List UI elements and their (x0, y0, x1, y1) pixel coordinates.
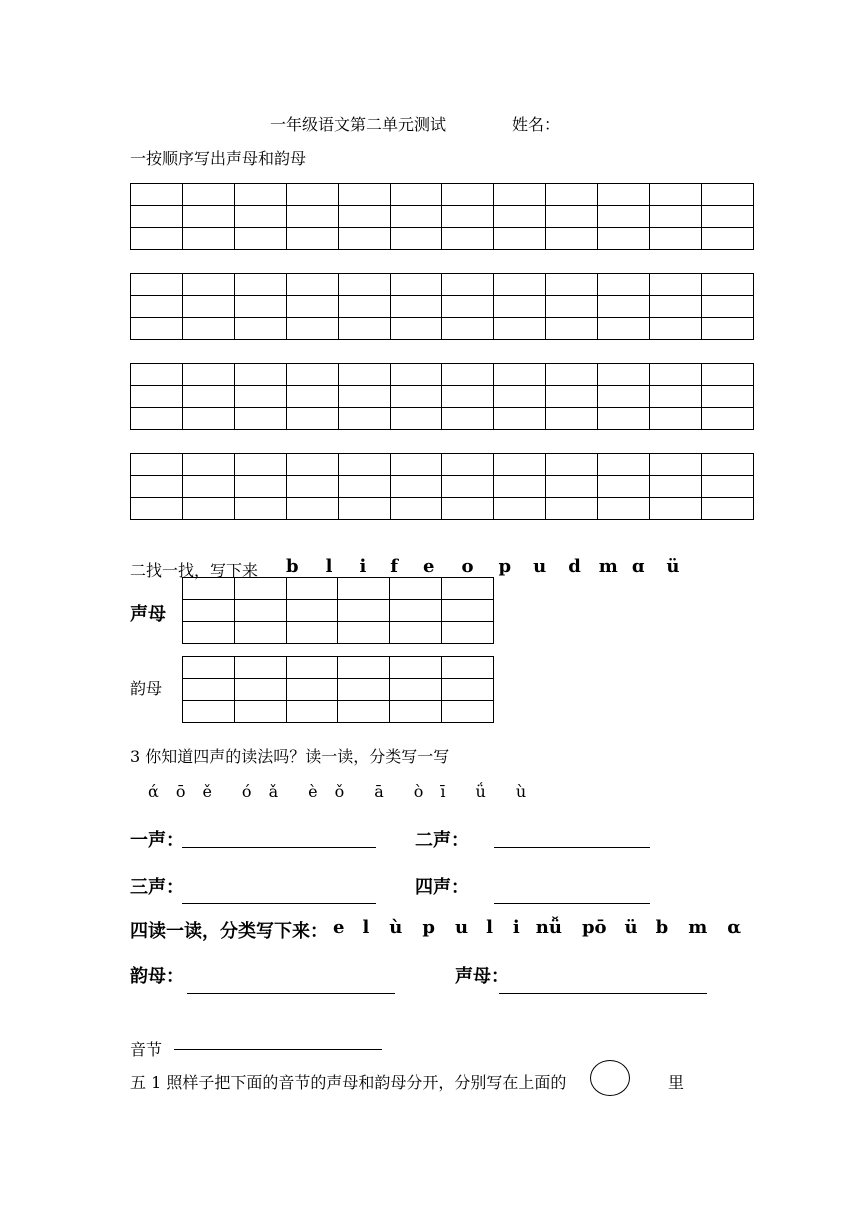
grid-cell[interactable] (131, 318, 183, 340)
grid-cell[interactable] (234, 228, 286, 250)
letter-item: nǚ (535, 917, 562, 938)
grid-cell[interactable] (131, 454, 183, 476)
grid-cell[interactable] (546, 296, 598, 318)
section2-title: 二找一找，写下来 (130, 561, 259, 580)
grid-cell[interactable] (131, 476, 183, 498)
grid-row (131, 206, 754, 228)
grid-cell[interactable] (494, 408, 546, 430)
grid-cell[interactable] (390, 364, 442, 386)
grid-cell[interactable] (183, 578, 235, 600)
grid-cell[interactable] (442, 206, 494, 228)
shengmu-label: 声母 (130, 604, 166, 625)
tone4-answer-line[interactable] (494, 903, 650, 904)
grid-cell[interactable] (494, 228, 546, 250)
tone-letter: ā (374, 782, 384, 801)
grid-cell[interactable] (286, 701, 338, 723)
grid-cell[interactable] (442, 364, 494, 386)
grid-cell[interactable] (442, 184, 494, 206)
grid-cell[interactable] (494, 386, 546, 408)
grid-cell[interactable] (182, 228, 234, 250)
grid-cell[interactable] (546, 318, 598, 340)
grid-cell[interactable] (494, 476, 546, 498)
grid-cell[interactable] (390, 679, 442, 701)
grid-cell[interactable] (182, 454, 234, 476)
grid-cell[interactable] (650, 364, 702, 386)
grid-cell[interactable] (701, 498, 753, 520)
grid-cell[interactable] (286, 228, 338, 250)
letter-item: α (727, 917, 742, 938)
page-title: 一年级语文第二单元测试 (270, 115, 447, 134)
grid-cell[interactable] (390, 408, 442, 430)
grid-cell[interactable] (598, 184, 650, 206)
letter-item: l (486, 917, 493, 938)
grid-cell[interactable] (182, 184, 234, 206)
grid-cell[interactable] (338, 701, 390, 723)
grid-cell[interactable] (338, 274, 390, 296)
tone-letters (148, 782, 526, 801)
grid-cell[interactable] (390, 701, 442, 723)
grid-cell[interactable] (546, 228, 598, 250)
grid-cell[interactable] (442, 657, 494, 679)
grid-cell[interactable] (442, 408, 494, 430)
grid-cell[interactable] (286, 498, 338, 520)
grid-cell[interactable] (701, 318, 753, 340)
letter-item: pō (581, 917, 607, 938)
letter-item: m (598, 556, 618, 577)
tone-letter: ǒ (334, 782, 345, 801)
grid-cell[interactable] (598, 498, 650, 520)
grid-cell[interactable] (286, 600, 338, 622)
tone-letter: ǘ (475, 782, 486, 801)
grid-cell[interactable] (286, 274, 338, 296)
grid-row (131, 498, 754, 520)
grid-cell[interactable] (546, 206, 598, 228)
section4-title: 四读一读，分类写下来： (130, 921, 328, 942)
grid-cell[interactable] (442, 274, 494, 296)
grid-cell[interactable] (598, 408, 650, 430)
section4-shengmu-label: 声母： (455, 966, 509, 987)
grid-cell[interactable] (234, 318, 286, 340)
grid-cell[interactable] (701, 476, 753, 498)
letter-item: i (512, 917, 520, 938)
grid-row (131, 296, 754, 318)
letter-item: b (286, 556, 299, 577)
grid-cell[interactable] (338, 184, 390, 206)
letter-item: e (333, 917, 345, 938)
grid-cell[interactable] (390, 657, 442, 679)
grid-cell[interactable] (650, 386, 702, 408)
grid-row (131, 476, 754, 498)
grid-cell[interactable] (701, 296, 753, 318)
shengmu-grid[interactable] (182, 577, 494, 644)
grid-cell[interactable] (338, 679, 390, 701)
grid-cell[interactable] (234, 622, 286, 644)
tone2-label: 二声： (415, 830, 469, 851)
grid-row (131, 408, 754, 430)
grid-cell[interactable] (182, 386, 234, 408)
tone2-answer-line[interactable] (494, 847, 650, 848)
grid-cell[interactable] (494, 206, 546, 228)
grid-cell[interactable] (442, 679, 494, 701)
grid-cell[interactable] (286, 578, 338, 600)
grid-cell[interactable] (390, 318, 442, 340)
grid-row (131, 318, 754, 340)
grid-cell[interactable] (182, 296, 234, 318)
grid-cell[interactable] (442, 498, 494, 520)
grid-cell[interactable] (701, 408, 753, 430)
grid-cell[interactable] (131, 228, 183, 250)
grid-cell[interactable] (182, 274, 234, 296)
grid-cell[interactable] (182, 206, 234, 228)
grid-cell[interactable] (286, 364, 338, 386)
section1-title: 一按顺序写出声母和韵母 (130, 149, 307, 168)
grid-cell[interactable] (701, 184, 753, 206)
grid-cell[interactable] (390, 274, 442, 296)
grid-cell[interactable] (234, 701, 286, 723)
grid-cell[interactable] (338, 600, 390, 622)
grid-cell[interactable] (131, 274, 183, 296)
grid-cell[interactable] (598, 274, 650, 296)
name-label: 姓名： (512, 115, 561, 134)
grid-cell[interactable] (234, 408, 286, 430)
grid-cell[interactable] (650, 498, 702, 520)
grid-cell[interactable] (442, 622, 494, 644)
writing-grid-2[interactable] (130, 273, 754, 340)
grid-cell[interactable] (182, 364, 234, 386)
grid-cell[interactable] (390, 454, 442, 476)
grid-cell[interactable] (390, 622, 442, 644)
yinjie-answer-line[interactable] (174, 1049, 382, 1050)
tone1-answer-line[interactable] (182, 847, 376, 848)
grid-cell[interactable] (442, 454, 494, 476)
grid-cell[interactable] (131, 206, 183, 228)
letter-item: b (655, 917, 669, 938)
grid-cell[interactable] (234, 476, 286, 498)
section3-title: 3 你知道四声的读法吗？读一读，分类写一写 (130, 747, 450, 766)
grid-row (183, 679, 494, 701)
grid-cell[interactable] (338, 454, 390, 476)
grid-cell[interactable] (234, 454, 286, 476)
letter-item: d (568, 556, 581, 577)
grid-cell[interactable] (286, 386, 338, 408)
shengmu-answer-line[interactable] (499, 993, 707, 994)
grid-row (183, 701, 494, 723)
grid-cell[interactable] (442, 476, 494, 498)
grid-row (183, 657, 494, 679)
letter-item: ü (666, 556, 680, 577)
grid-cell[interactable] (390, 600, 442, 622)
letter-item: ù (389, 917, 403, 938)
grid-cell[interactable] (701, 386, 753, 408)
letter-item: u (533, 556, 547, 577)
grid-cell[interactable] (650, 296, 702, 318)
grid-cell[interactable] (494, 454, 546, 476)
answer-circle[interactable] (590, 1060, 630, 1096)
tone3-answer-line[interactable] (182, 903, 376, 904)
grid-cell[interactable] (234, 578, 286, 600)
tone-letter: ά (148, 782, 159, 801)
grid-cell[interactable] (183, 657, 235, 679)
grid-row (131, 228, 754, 250)
grid-cell[interactable] (598, 364, 650, 386)
grid-cell[interactable] (546, 498, 598, 520)
section5-suffix: 里 (668, 1073, 685, 1092)
letter-item: l (325, 556, 333, 577)
grid-cell[interactable] (442, 296, 494, 318)
grid-cell[interactable] (390, 206, 442, 228)
grid-cell[interactable] (546, 476, 598, 498)
letter-item: ü (624, 917, 638, 938)
grid-cell[interactable] (598, 454, 650, 476)
grid-cell[interactable] (286, 206, 338, 228)
grid-cell[interactable] (131, 364, 183, 386)
grid-cell[interactable] (650, 318, 702, 340)
grid-cell[interactable] (442, 600, 494, 622)
grid-cell[interactable] (286, 454, 338, 476)
grid-cell[interactable] (650, 454, 702, 476)
grid-cell[interactable] (494, 296, 546, 318)
letter-item: f (390, 556, 399, 577)
grid-row (131, 364, 754, 386)
grid-cell[interactable] (598, 206, 650, 228)
tone-letter: ī (440, 782, 446, 801)
grid-cell[interactable] (182, 498, 234, 520)
grid-cell[interactable] (234, 274, 286, 296)
grid-cell[interactable] (182, 318, 234, 340)
tone-letter: ó (241, 782, 252, 801)
tone-letter: ǎ (268, 782, 279, 801)
grid-cell[interactable] (338, 476, 390, 498)
tone1-label: 一声： (130, 830, 184, 851)
grid-cell[interactable] (442, 701, 494, 723)
grid-cell[interactable] (546, 364, 598, 386)
letter-item: ɑ (631, 556, 645, 577)
grid-cell[interactable] (183, 622, 235, 644)
grid-cell[interactable] (390, 578, 442, 600)
tone-letter: ō (175, 782, 186, 801)
grid-cell[interactable] (546, 454, 598, 476)
letter-item: m (688, 917, 708, 938)
grid-row (183, 622, 494, 644)
grid-cell[interactable] (286, 296, 338, 318)
grid-cell[interactable] (598, 228, 650, 250)
grid-cell[interactable] (650, 184, 702, 206)
grid-cell[interactable] (131, 386, 183, 408)
grid-row (131, 274, 754, 296)
grid-cell[interactable] (598, 296, 650, 318)
grid-cell[interactable] (494, 318, 546, 340)
grid-cell[interactable] (442, 578, 494, 600)
grid-cell[interactable] (701, 274, 753, 296)
yunmu-grid[interactable] (182, 656, 494, 723)
grid-cell[interactable] (338, 622, 390, 644)
grid-cell[interactable] (546, 274, 598, 296)
grid-row (131, 454, 754, 476)
grid-cell[interactable] (338, 206, 390, 228)
writing-grid-4[interactable] (130, 453, 754, 520)
grid-cell[interactable] (286, 476, 338, 498)
grid-cell[interactable] (701, 228, 753, 250)
grid-cell[interactable] (286, 408, 338, 430)
grid-cell[interactable] (390, 296, 442, 318)
grid-cell[interactable] (442, 318, 494, 340)
grid-cell[interactable] (338, 364, 390, 386)
grid-cell[interactable] (390, 476, 442, 498)
grid-cell[interactable] (338, 386, 390, 408)
letter-item: p (498, 556, 512, 577)
grid-cell[interactable] (234, 296, 286, 318)
section2-letters (286, 556, 680, 577)
grid-row (131, 184, 754, 206)
grid-cell[interactable] (546, 184, 598, 206)
grid-cell[interactable] (183, 600, 235, 622)
grid-cell[interactable] (390, 184, 442, 206)
yunmu-label: 韵母 (130, 679, 163, 698)
grid-cell[interactable] (390, 386, 442, 408)
section5-title: 五 1 照样子把下面的音节的声母和韵母分开，分别写在上面的 (130, 1073, 567, 1092)
grid-cell[interactable] (182, 476, 234, 498)
grid-cell[interactable] (494, 364, 546, 386)
grid-row (183, 578, 494, 600)
grid-cell[interactable] (286, 184, 338, 206)
grid-cell[interactable] (494, 184, 546, 206)
grid-cell[interactable] (701, 364, 753, 386)
grid-cell[interactable] (338, 296, 390, 318)
tone3-label: 三声： (130, 877, 184, 898)
grid-cell[interactable] (234, 364, 286, 386)
grid-cell[interactable] (598, 318, 650, 340)
grid-cell[interactable] (650, 228, 702, 250)
grid-row (131, 386, 754, 408)
grid-cell[interactable] (338, 318, 390, 340)
grid-cell[interactable] (286, 657, 338, 679)
grid-cell[interactable] (131, 498, 183, 520)
grid-cell[interactable] (338, 228, 390, 250)
letter-item: o (461, 556, 474, 577)
tone-letter: è (308, 782, 318, 801)
grid-cell[interactable] (442, 386, 494, 408)
grid-cell[interactable] (338, 657, 390, 679)
grid-cell[interactable] (286, 622, 338, 644)
grid-cell[interactable] (650, 274, 702, 296)
grid-cell[interactable] (234, 386, 286, 408)
grid-cell[interactable] (494, 274, 546, 296)
grid-cell[interactable] (182, 408, 234, 430)
grid-cell[interactable] (390, 498, 442, 520)
letter-item: e (423, 556, 435, 577)
grid-cell[interactable] (131, 296, 183, 318)
letter-item: i (359, 556, 367, 577)
grid-cell[interactable] (234, 657, 286, 679)
grid-cell[interactable] (546, 386, 598, 408)
grid-cell[interactable] (494, 498, 546, 520)
grid-cell[interactable] (286, 679, 338, 701)
grid-cell[interactable] (234, 206, 286, 228)
tone-letter: ù (515, 782, 527, 801)
grid-cell[interactable] (286, 318, 338, 340)
grid-cell[interactable] (650, 408, 702, 430)
grid-cell[interactable] (650, 476, 702, 498)
letter-item: l (362, 917, 370, 938)
grid-cell[interactable] (442, 228, 494, 250)
grid-cell[interactable] (234, 679, 286, 701)
grid-cell[interactable] (234, 498, 286, 520)
section4-yunmu-label: 韵母： (130, 966, 184, 987)
letter-item: u (454, 917, 469, 938)
grid-cell[interactable] (338, 578, 390, 600)
grid-cell[interactable] (183, 701, 235, 723)
grid-cell[interactable] (234, 184, 286, 206)
grid-cell[interactable] (390, 228, 442, 250)
grid-cell[interactable] (701, 454, 753, 476)
tone-letter: ě (202, 782, 212, 801)
letter-item: p (422, 917, 435, 938)
grid-cell[interactable] (546, 408, 598, 430)
grid-cell[interactable] (598, 386, 650, 408)
grid-cell[interactable] (650, 206, 702, 228)
grid-cell[interactable] (131, 408, 183, 430)
grid-cell[interactable] (338, 408, 390, 430)
tone-letter: ò (413, 782, 424, 801)
writing-grid-3[interactable] (130, 363, 754, 430)
grid-cell[interactable] (338, 498, 390, 520)
section4-letters (333, 917, 741, 938)
yunmu-answer-line[interactable] (187, 993, 395, 994)
grid-cell[interactable] (598, 476, 650, 498)
grid-cell[interactable] (701, 206, 753, 228)
grid-cell[interactable] (234, 600, 286, 622)
grid-cell[interactable] (131, 184, 183, 206)
writing-grid-1[interactable] (130, 183, 754, 250)
yinjie-label: 音节 (130, 1040, 163, 1059)
grid-row (183, 600, 494, 622)
tone4-label: 四声： (415, 877, 469, 898)
grid-cell[interactable] (183, 679, 235, 701)
